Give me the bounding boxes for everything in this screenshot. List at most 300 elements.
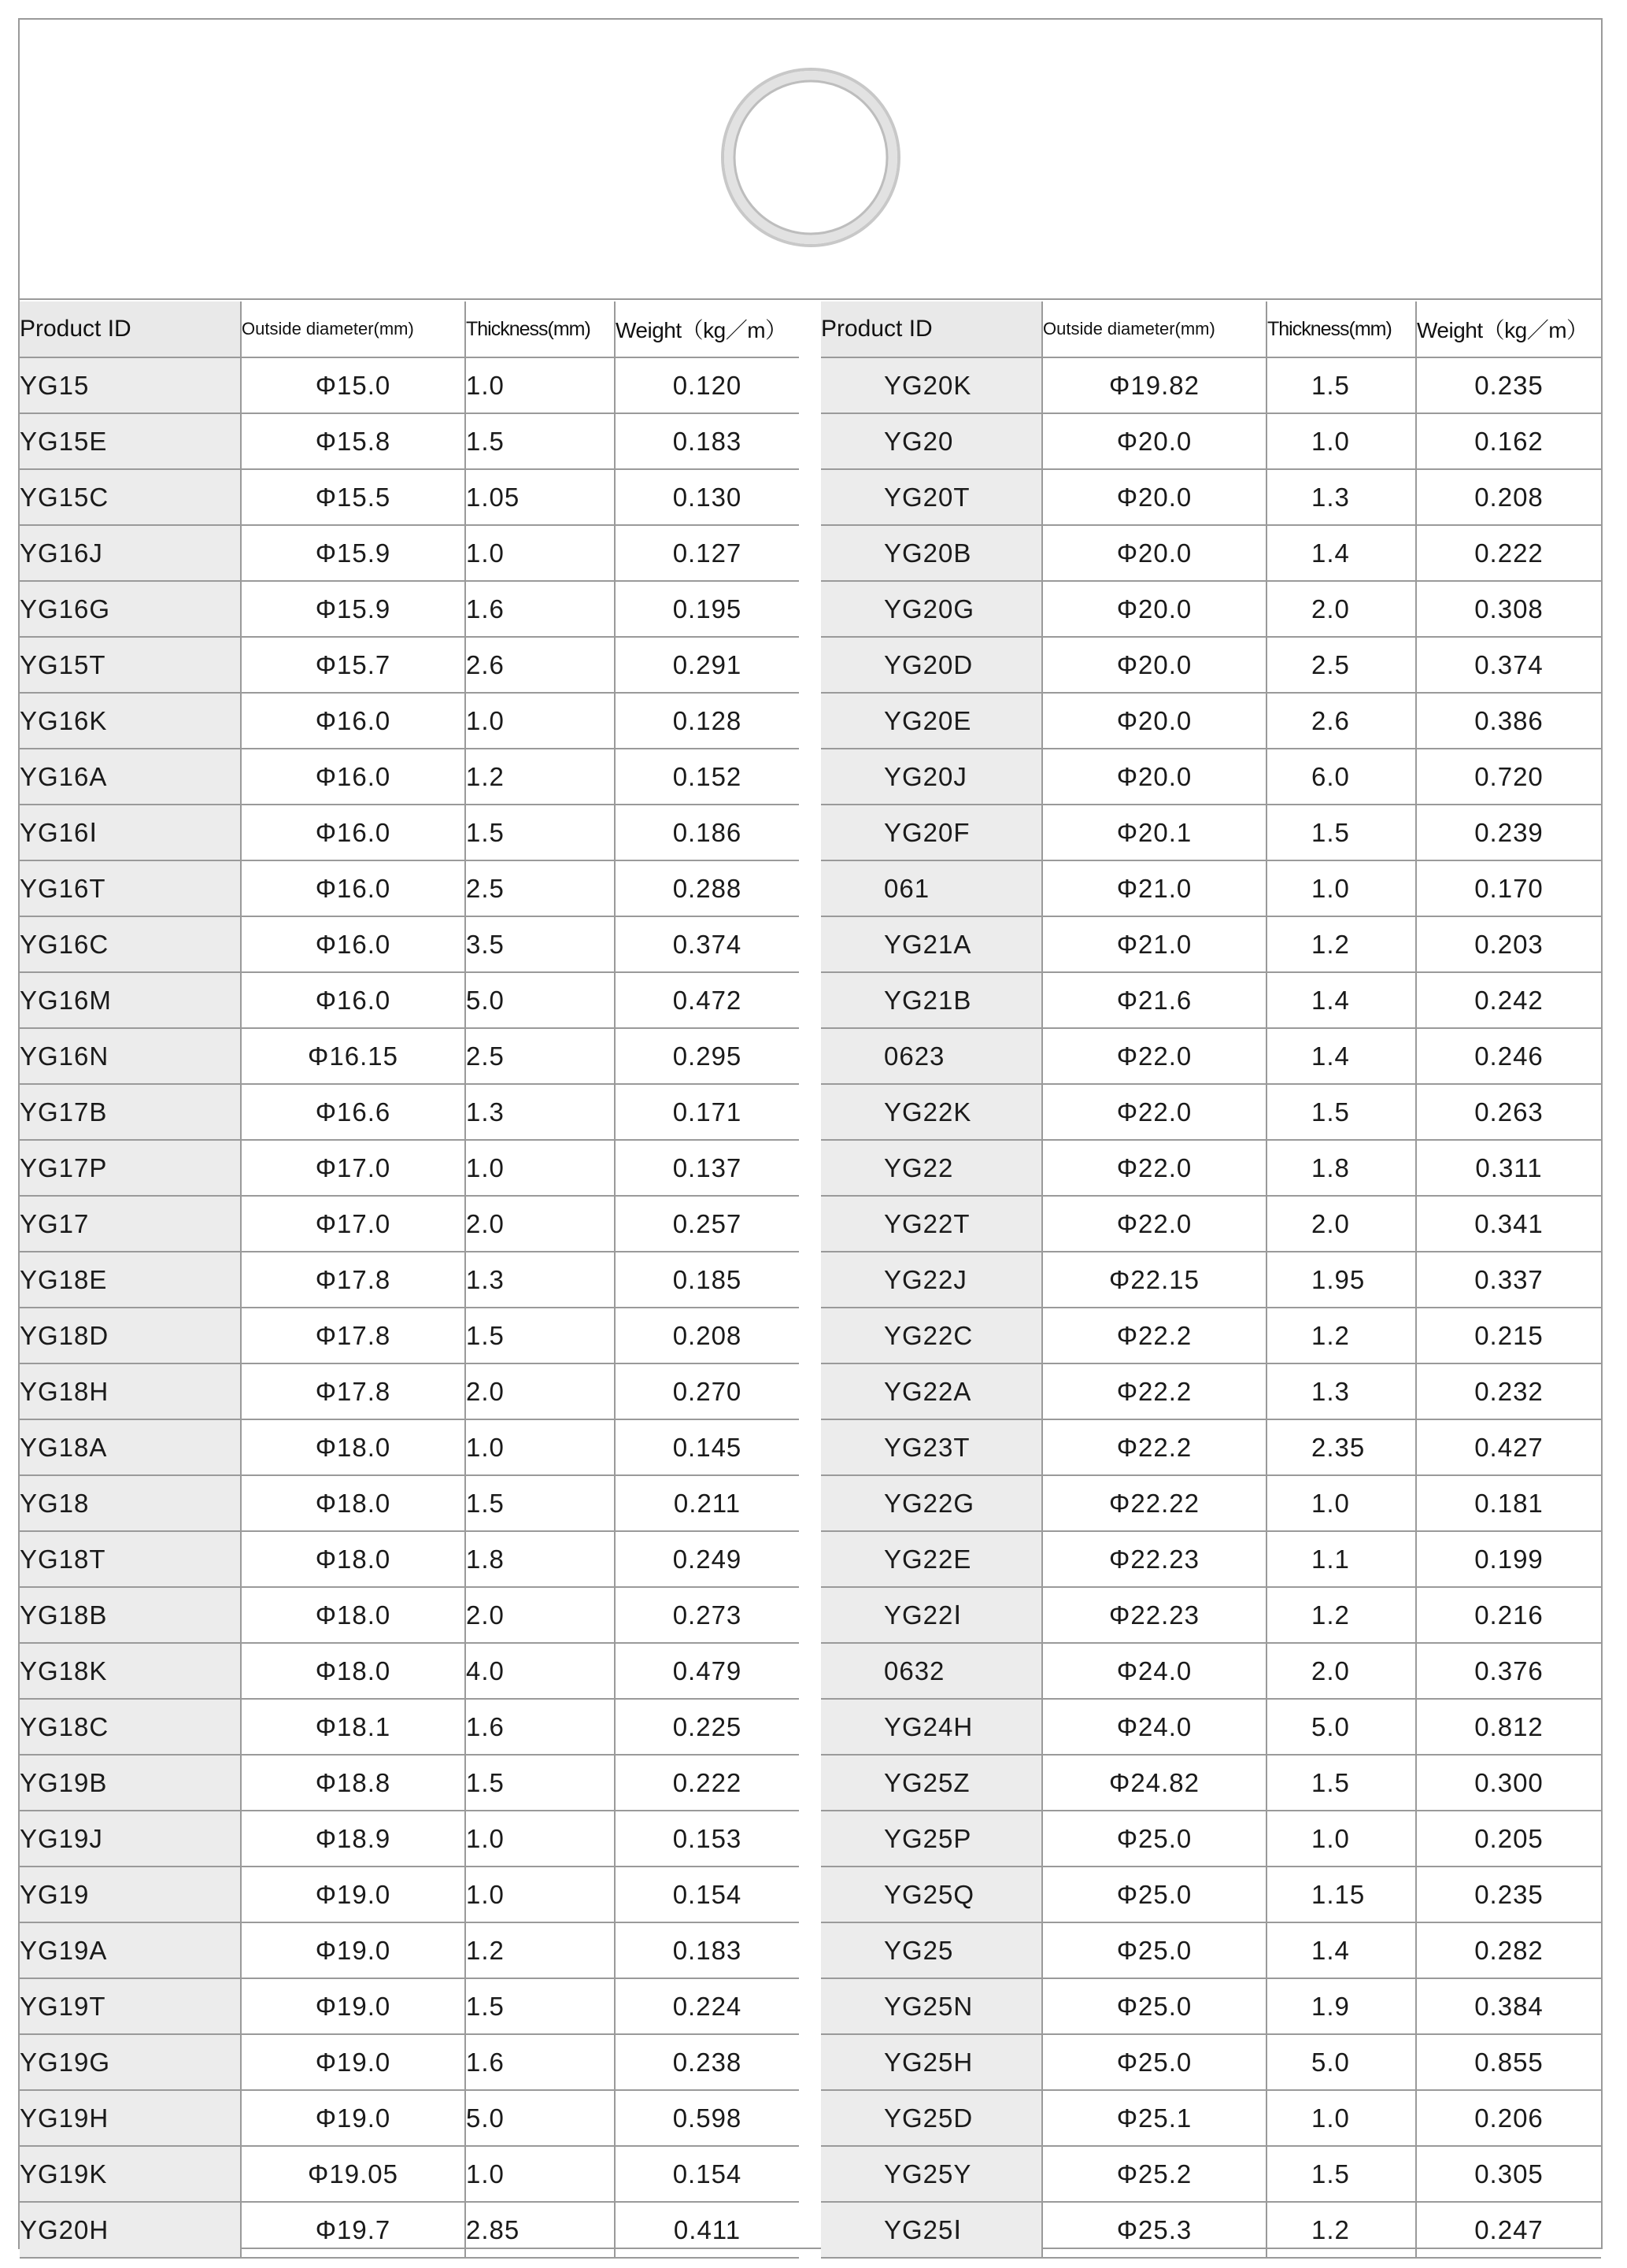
outside-diameter-cell: Φ21.0	[1042, 916, 1266, 972]
product-id-cell: YG16T	[20, 860, 241, 916]
table-row	[821, 805, 1601, 860]
table-row	[821, 1531, 1601, 1587]
thickness-cell: 1.5	[465, 1978, 615, 2034]
product-id-cell: 0623	[821, 1028, 1042, 1084]
weight-cell: 0.249	[615, 1531, 799, 1587]
table-row	[821, 749, 1601, 805]
thickness-cell: 1.4	[1266, 972, 1416, 1028]
product-id-cell: YG20T	[821, 469, 1042, 525]
thickness-cell: 5.0	[1266, 1699, 1416, 1755]
product-id-cell: YG22E	[821, 1531, 1042, 1587]
product-id-cell: YG18C	[20, 1699, 241, 1755]
weight-cell: 0.479	[615, 1643, 799, 1699]
weight-cell: 0.224	[615, 1978, 799, 2034]
product-id-cell: YG19A	[20, 1922, 241, 1978]
thickness-cell: 2.0	[1266, 581, 1416, 637]
thickness-cell: 1.2	[1266, 1308, 1416, 1363]
weight-cell: 0.170	[1416, 860, 1601, 916]
table-row	[821, 581, 1601, 637]
weight-cell: 0.291	[615, 637, 799, 693]
table-row	[20, 1475, 799, 1531]
thickness-cell: 1.5	[465, 1475, 615, 1531]
thickness-cell: 1.95	[1266, 1252, 1416, 1308]
weight-cell: 0.374	[1416, 637, 1601, 693]
product-id-cell: YG18T	[20, 1531, 241, 1587]
thickness-cell: 1.0	[465, 357, 615, 413]
product-id-cell: YG16K	[20, 693, 241, 749]
weight-cell: 0.341	[1416, 1196, 1601, 1252]
weight-cell: 0.263	[1416, 1084, 1601, 1140]
outside-diameter-cell: Φ22.0	[1042, 1084, 1266, 1140]
thickness-cell: 1.3	[465, 1084, 615, 1140]
outside-diameter-cell: Φ18.0	[241, 1587, 465, 1643]
table-row	[821, 1363, 1601, 1419]
weight-cell: 0.153	[615, 1811, 799, 1867]
table-row	[20, 2202, 799, 2258]
table-row	[821, 469, 1601, 525]
header-weight: Weight（kg／m）	[615, 302, 799, 357]
weight-cell: 0.127	[615, 525, 799, 581]
weight-cell: 0.222	[1416, 525, 1601, 581]
product-id-cell: YG17	[20, 1196, 241, 1252]
table-row	[821, 1587, 1601, 1643]
product-id-cell: YG16J	[20, 525, 241, 581]
tube-illustration-banner	[20, 20, 1601, 300]
table-row	[821, 1811, 1601, 1867]
table-row	[20, 1587, 799, 1643]
weight-cell: 0.239	[1416, 805, 1601, 860]
product-id-cell: YG20F	[821, 805, 1042, 860]
weight-cell: 0.427	[1416, 1419, 1601, 1475]
thickness-cell: 1.8	[465, 1531, 615, 1587]
outside-diameter-cell: Φ22.22	[1042, 1475, 1266, 1531]
product-id-cell: YG19J	[20, 1811, 241, 1867]
table-row	[821, 1084, 1601, 1140]
outside-diameter-cell: Φ22.15	[1042, 1252, 1266, 1308]
table-row	[821, 1699, 1601, 1755]
table-row	[821, 1140, 1601, 1196]
weight-cell: 0.171	[615, 1084, 799, 1140]
thickness-cell: 1.2	[465, 1922, 615, 1978]
weight-cell: 0.137	[615, 1140, 799, 1196]
table-row	[20, 1140, 799, 1196]
product-id-cell: YG18H	[20, 1363, 241, 1419]
thickness-cell: 1.9	[1266, 1978, 1416, 2034]
product-id-cell: YG20K	[821, 357, 1042, 413]
table-row	[20, 469, 799, 525]
outside-diameter-cell: Φ19.0	[241, 2090, 465, 2146]
weight-cell: 0.374	[615, 916, 799, 972]
thickness-cell: 1.5	[1266, 805, 1416, 860]
thickness-cell: 1.2	[1266, 2202, 1416, 2258]
product-id-cell: YG25N	[821, 1978, 1042, 2034]
weight-cell: 0.311	[1416, 1140, 1601, 1196]
product-id-cell: YG25D	[821, 2090, 1042, 2146]
product-id-cell: YG17B	[20, 1084, 241, 1140]
weight-cell: 0.128	[615, 693, 799, 749]
product-id-cell: YG18A	[20, 1419, 241, 1475]
table-row	[821, 693, 1601, 749]
weight-cell: 0.183	[615, 1922, 799, 1978]
header-outside-diameter: Outside diameter(mm)	[1042, 302, 1266, 357]
product-id-cell: YG16C	[20, 916, 241, 972]
outside-diameter-cell: Φ25.1	[1042, 2090, 1266, 2146]
thickness-cell: 1.0	[1266, 2090, 1416, 2146]
thickness-cell: 2.0	[465, 1363, 615, 1419]
outside-diameter-cell: Φ15.8	[241, 413, 465, 469]
weight-cell: 0.720	[1416, 749, 1601, 805]
weight-cell: 0.235	[1416, 357, 1601, 413]
table-row	[20, 1699, 799, 1755]
product-id-cell: YG22K	[821, 1084, 1042, 1140]
table-row	[20, 637, 799, 693]
outside-diameter-cell: Φ16.0	[241, 693, 465, 749]
thickness-cell: 1.0	[1266, 1475, 1416, 1531]
outside-diameter-cell: Φ21.6	[1042, 972, 1266, 1028]
product-id-cell: YG25Z	[821, 1755, 1042, 1811]
product-id-cell: YG22C	[821, 1308, 1042, 1363]
thickness-cell: 1.05	[465, 469, 615, 525]
product-id-cell: YG22J	[821, 1252, 1042, 1308]
product-id-cell: YG15	[20, 357, 241, 413]
product-id-cell: YG15T	[20, 637, 241, 693]
table-row	[20, 2090, 799, 2146]
weight-cell: 0.288	[615, 860, 799, 916]
outside-diameter-cell: Φ18.0	[241, 1419, 465, 1475]
weight-cell: 0.211	[615, 1475, 799, 1531]
weight-cell: 0.162	[1416, 413, 1601, 469]
thickness-cell: 1.5	[465, 1755, 615, 1811]
outside-diameter-cell: Φ17.8	[241, 1252, 465, 1308]
thickness-cell: 1.3	[1266, 1363, 1416, 1419]
outside-diameter-cell: Φ18.9	[241, 1811, 465, 1867]
weight-cell: 0.273	[615, 1587, 799, 1643]
weight-cell: 0.205	[1416, 1811, 1601, 1867]
header-thickness: Thickness(mm)	[465, 302, 615, 357]
thickness-cell: 1.0	[465, 2146, 615, 2202]
weight-cell: 0.270	[615, 1363, 799, 1419]
weight-cell: 0.203	[1416, 916, 1601, 972]
weight-cell: 0.257	[615, 1196, 799, 1252]
weight-cell: 0.246	[1416, 1028, 1601, 1084]
thickness-cell: 1.4	[1266, 525, 1416, 581]
table-row	[20, 916, 799, 972]
outside-diameter-cell: Φ24.0	[1042, 1699, 1266, 1755]
thickness-cell: 1.5	[465, 413, 615, 469]
tube-cross-section-icon	[712, 59, 909, 256]
product-id-cell: YG15E	[20, 413, 241, 469]
thickness-cell: 2.0	[1266, 1196, 1416, 1252]
table-row	[20, 805, 799, 860]
product-id-cell: YG18	[20, 1475, 241, 1531]
outside-diameter-cell: Φ15.5	[241, 469, 465, 525]
outside-diameter-cell: Φ19.7	[241, 2202, 465, 2258]
product-id-cell: YG16M	[20, 972, 241, 1028]
outside-diameter-cell: Φ18.0	[241, 1643, 465, 1699]
spec-table-left	[20, 302, 799, 2259]
table-row	[20, 1084, 799, 1140]
thickness-cell: 1.2	[465, 749, 615, 805]
thickness-cell: 4.0	[465, 1643, 615, 1699]
weight-cell: 0.145	[615, 1419, 799, 1475]
weight-cell: 0.216	[1416, 1587, 1601, 1643]
thickness-cell: 1.6	[465, 1699, 615, 1755]
thickness-cell: 3.5	[465, 916, 615, 972]
product-id-cell: YG25H	[821, 2034, 1042, 2090]
outside-diameter-cell: Φ18.1	[241, 1699, 465, 1755]
weight-cell: 0.238	[615, 2034, 799, 2090]
product-id-cell: YG19	[20, 1867, 241, 1922]
table-row	[20, 1531, 799, 1587]
thickness-cell: 1.6	[465, 581, 615, 637]
weight-cell: 0.386	[1416, 693, 1601, 749]
product-id-cell: YG20	[821, 413, 1042, 469]
thickness-cell: 1.5	[1266, 357, 1416, 413]
weight-cell: 0.199	[1416, 1531, 1601, 1587]
outside-diameter-cell: Φ15.7	[241, 637, 465, 693]
product-id-cell: YG25	[821, 1922, 1042, 1978]
thickness-cell: 1.0	[465, 1867, 615, 1922]
weight-cell: 0.235	[1416, 1867, 1601, 1922]
product-id-cell: YG22T	[821, 1196, 1042, 1252]
table-row	[20, 1363, 799, 1419]
product-id-cell: YG22	[821, 1140, 1042, 1196]
table-row	[821, 1475, 1601, 1531]
weight-cell: 0.185	[615, 1252, 799, 1308]
table-row	[20, 1811, 799, 1867]
table-row	[821, 1755, 1601, 1811]
outside-diameter-cell: Φ22.23	[1042, 1531, 1266, 1587]
outside-diameter-cell: Φ18.8	[241, 1755, 465, 1811]
outside-diameter-cell: Φ24.82	[1042, 1755, 1266, 1811]
weight-cell: 0.208	[1416, 469, 1601, 525]
outside-diameter-cell: Φ19.82	[1042, 357, 1266, 413]
thickness-cell: 1.0	[465, 1419, 615, 1475]
outside-diameter-cell: Φ20.0	[1042, 693, 1266, 749]
thickness-cell: 1.0	[465, 693, 615, 749]
table-row	[821, 1028, 1601, 1084]
thickness-cell: 1.2	[1266, 1587, 1416, 1643]
outside-diameter-cell: Φ19.0	[241, 1978, 465, 2034]
outside-diameter-cell: Φ17.8	[241, 1308, 465, 1363]
outside-diameter-cell: Φ25.0	[1042, 2034, 1266, 2090]
thickness-cell: 2.0	[465, 1587, 615, 1643]
outside-diameter-cell: Φ19.0	[241, 1867, 465, 1922]
outside-diameter-cell: Φ22.23	[1042, 1587, 1266, 1643]
product-id-cell: YG21A	[821, 916, 1042, 972]
table-row	[821, 1643, 1601, 1699]
table-row	[821, 1922, 1601, 1978]
product-id-cell: YG19T	[20, 1978, 241, 2034]
weight-cell: 0.195	[615, 581, 799, 637]
outside-diameter-cell: Φ17.8	[241, 1363, 465, 1419]
weight-cell: 0.376	[1416, 1643, 1601, 1699]
outside-diameter-cell: Φ22.0	[1042, 1140, 1266, 1196]
product-id-cell: YG19G	[20, 2034, 241, 2090]
outside-diameter-cell: Φ19.0	[241, 2034, 465, 2090]
weight-cell: 0.812	[1416, 1699, 1601, 1755]
weight-cell: 0.282	[1416, 1922, 1601, 1978]
weight-cell: 0.152	[615, 749, 799, 805]
thickness-cell: 1.6	[465, 2034, 615, 2090]
table-row	[20, 1419, 799, 1475]
thickness-cell: 1.0	[465, 525, 615, 581]
table-row	[821, 1252, 1601, 1308]
thickness-cell: 2.85	[465, 2202, 615, 2258]
table-row	[821, 1978, 1601, 2034]
weight-cell: 0.215	[1416, 1308, 1601, 1363]
table-row	[821, 916, 1601, 972]
thickness-cell: 1.0	[1266, 860, 1416, 916]
outside-diameter-cell: Φ25.0	[1042, 1922, 1266, 1978]
thickness-cell: 2.5	[1266, 637, 1416, 693]
table-row	[821, 2146, 1601, 2202]
product-id-cell: YG20J	[821, 749, 1042, 805]
outside-diameter-cell: Φ19.0	[241, 1922, 465, 1978]
thickness-cell: 2.0	[465, 1196, 615, 1252]
thickness-cell: 1.5	[465, 805, 615, 860]
weight-cell: 0.130	[615, 469, 799, 525]
header-weight: Weight（kg／m）	[1416, 302, 1601, 357]
outside-diameter-cell: Φ25.2	[1042, 2146, 1266, 2202]
table-row	[821, 413, 1601, 469]
thickness-cell: 1.4	[1266, 1028, 1416, 1084]
outside-diameter-cell: Φ16.0	[241, 860, 465, 916]
spec-sheet	[18, 18, 1603, 2249]
product-id-cell: 0632	[821, 1643, 1042, 1699]
header-thickness: Thickness(mm)	[1266, 302, 1416, 357]
product-id-cell: YG19K	[20, 2146, 241, 2202]
product-id-cell: YG17P	[20, 1140, 241, 1196]
product-id-cell: YG25Ⅰ	[821, 2202, 1042, 2258]
table-row	[821, 1308, 1601, 1363]
weight-cell: 0.305	[1416, 2146, 1601, 2202]
weight-cell: 0.181	[1416, 1475, 1601, 1531]
product-id-cell: YG19H	[20, 2090, 241, 2146]
product-id-cell: YG20G	[821, 581, 1042, 637]
table-header-row	[821, 302, 1601, 357]
table-row	[20, 581, 799, 637]
thickness-cell: 1.3	[465, 1252, 615, 1308]
outside-diameter-cell: Φ20.1	[1042, 805, 1266, 860]
thickness-cell: 5.0	[465, 972, 615, 1028]
weight-cell: 0.472	[615, 972, 799, 1028]
weight-cell: 0.183	[615, 413, 799, 469]
table-row	[20, 2146, 799, 2202]
thickness-cell: 5.0	[465, 2090, 615, 2146]
outside-diameter-cell: Φ20.0	[1042, 581, 1266, 637]
weight-cell: 0.295	[615, 1028, 799, 1084]
table-row	[20, 1308, 799, 1363]
thickness-cell: 2.6	[1266, 693, 1416, 749]
header-product-id: Product ID	[821, 302, 1042, 357]
thickness-cell: 1.5	[1266, 2146, 1416, 2202]
thickness-cell: 2.5	[465, 1028, 615, 1084]
product-id-cell: YG20D	[821, 637, 1042, 693]
outside-diameter-cell: Φ22.0	[1042, 1028, 1266, 1084]
table-row	[20, 693, 799, 749]
weight-cell: 0.308	[1416, 581, 1601, 637]
weight-cell: 0.242	[1416, 972, 1601, 1028]
thickness-cell: 1.0	[465, 1140, 615, 1196]
weight-cell: 0.208	[615, 1308, 799, 1363]
weight-cell: 0.206	[1416, 2090, 1601, 2146]
spec-table-right	[821, 302, 1601, 2259]
table-row	[20, 1252, 799, 1308]
outside-diameter-cell: Φ22.0	[1042, 1196, 1266, 1252]
thickness-cell: 1.4	[1266, 1922, 1416, 1978]
product-id-cell: YG19B	[20, 1755, 241, 1811]
weight-cell: 0.154	[615, 1867, 799, 1922]
thickness-cell: 2.0	[1266, 1643, 1416, 1699]
product-id-cell: YG18E	[20, 1252, 241, 1308]
weight-cell: 0.154	[615, 2146, 799, 2202]
product-id-cell: YG25P	[821, 1811, 1042, 1867]
table-row	[821, 2034, 1601, 2090]
thickness-cell: 1.0	[1266, 413, 1416, 469]
table-row	[20, 413, 799, 469]
weight-cell: 0.222	[615, 1755, 799, 1811]
table-row	[20, 1867, 799, 1922]
product-id-cell: YG22A	[821, 1363, 1042, 1419]
outside-diameter-cell: Φ20.0	[1042, 637, 1266, 693]
thickness-cell: 2.5	[465, 860, 615, 916]
table-row	[821, 525, 1601, 581]
outside-diameter-cell: Φ20.0	[1042, 413, 1266, 469]
outside-diameter-cell: Φ22.2	[1042, 1308, 1266, 1363]
outside-diameter-cell: Φ15.9	[241, 525, 465, 581]
outside-diameter-cell: Φ15.9	[241, 581, 465, 637]
outside-diameter-cell: Φ24.0	[1042, 1643, 1266, 1699]
thickness-cell: 1.5	[1266, 1084, 1416, 1140]
table-row	[20, 1755, 799, 1811]
table-row	[20, 749, 799, 805]
outside-diameter-cell: Φ16.15	[241, 1028, 465, 1084]
thickness-cell: 1.2	[1266, 916, 1416, 972]
table-row	[20, 1643, 799, 1699]
thickness-cell: 2.35	[1266, 1419, 1416, 1475]
table-row	[20, 357, 799, 413]
outside-diameter-cell: Φ17.0	[241, 1140, 465, 1196]
product-id-cell: YG18K	[20, 1643, 241, 1699]
weight-cell: 0.120	[615, 357, 799, 413]
thickness-cell: 1.15	[1266, 1867, 1416, 1922]
outside-diameter-cell: Φ25.0	[1042, 1811, 1266, 1867]
product-id-cell: YG20E	[821, 693, 1042, 749]
outside-diameter-cell: Φ18.0	[241, 1531, 465, 1587]
outside-diameter-cell: Φ20.0	[1042, 525, 1266, 581]
thickness-cell: 1.0	[465, 1811, 615, 1867]
outside-diameter-cell: Φ16.0	[241, 916, 465, 972]
weight-cell: 0.225	[615, 1699, 799, 1755]
product-id-cell: YG18B	[20, 1587, 241, 1643]
product-id-cell: YG22G	[821, 1475, 1042, 1531]
product-id-cell: YG21B	[821, 972, 1042, 1028]
product-id-cell: YG16N	[20, 1028, 241, 1084]
table-header-row	[20, 302, 799, 357]
product-id-cell: YG15C	[20, 469, 241, 525]
weight-cell: 0.232	[1416, 1363, 1601, 1419]
outside-diameter-cell: Φ21.0	[1042, 860, 1266, 916]
product-id-cell: YG25Y	[821, 2146, 1042, 2202]
product-id-cell: YG22Ⅰ	[821, 1587, 1042, 1643]
outside-diameter-cell: Φ18.0	[241, 1475, 465, 1531]
thickness-cell: 1.5	[465, 1308, 615, 1363]
product-id-cell: 061	[821, 860, 1042, 916]
header-outside-diameter: Outside diameter(mm)	[241, 302, 465, 357]
outside-diameter-cell: Φ16.0	[241, 805, 465, 860]
outside-diameter-cell: Φ25.0	[1042, 1867, 1266, 1922]
